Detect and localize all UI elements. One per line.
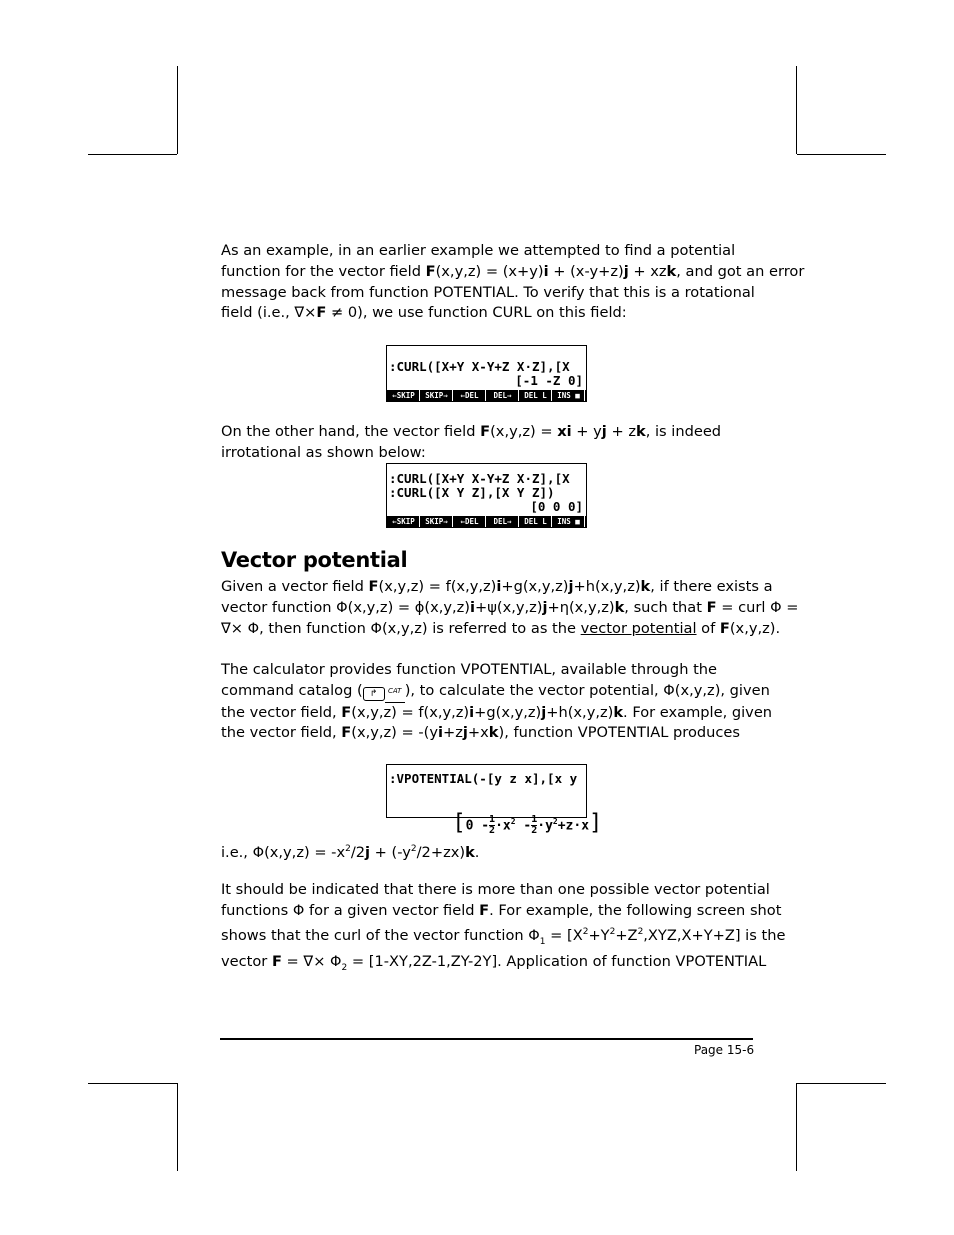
crop-mark: [88, 1083, 177, 1084]
crop-mark: [177, 66, 178, 154]
softkey-menu: [387, 390, 586, 401]
right-shift-key-icon: ↱: [363, 687, 385, 701]
crop-mark: [797, 154, 886, 155]
softkey: INS ■: [553, 516, 585, 527]
cat-key-label: CAT: [385, 681, 405, 703]
screen-result: [0 - $\frac{1}{2}\cdot x^2$ - $\frac{1}{2}\cdot y^2+z\cdot x$]: [452, 810, 603, 837]
softkey: ⇐SKIP: [388, 390, 420, 401]
softkey: SKIP⇒: [421, 390, 453, 401]
calculator-screenshot-vpotential: [386, 764, 603, 837]
softkey: SKIP⇒: [421, 516, 453, 527]
vector-potential-paragraph: Given a vector field F(x,y,z) = f(x,y,z)i+g(x,y,z)j+h(x,y,z)k, if there exists a vector function Φ(x,y,z) = ϕ(x,y,z)i+ψ(x,y,z)j+η(x,y,z)k, such that F = curl Φ = ∇× Φ, then function Φ(x,y,z) is referred to as the vector potential of F(x,y,z).: [221, 578, 799, 637]
crop-mark: [88, 154, 177, 155]
crop-mark: [796, 1083, 797, 1171]
multiple-potentials-paragraph: It should be indicated that there is more than one possible vector potential functions Φ for a given vector field F. For example, the following screen shot shows that the curl of the vector function $\Phi_1 = [X^2+Y^2+Z^2,XYZ,X+Y+Z]$ is the vector F = ∇× $\Phi_2 = [1-XY,2Z-1,ZY-2Y]$. Application of function VPOTENTIAL: [221, 881, 786, 974]
vector-potential-term: vector potential: [580, 619, 697, 637]
page-number: Page 15-6: [694, 1043, 755, 1057]
screen-line: :CURL([X+Y X-Y+Z X·Z],[X: [389, 471, 578, 486]
screen-result: [0 0 0]: [530, 499, 583, 514]
softkey: ⇐DEL: [454, 390, 486, 401]
softkey-menu: [387, 516, 586, 527]
screen-line: :CURL([X Y Z],[X Y Z]): [389, 485, 555, 500]
calculator-screenshot-curl-zero: [386, 463, 587, 528]
crop-mark: [796, 66, 797, 154]
crop-mark: [177, 1083, 178, 1171]
screen-line: :VPOTENTIAL(-[y z x],[x y: [389, 771, 578, 786]
footer-rule: [220, 1038, 753, 1040]
softkey: INS ■: [553, 390, 585, 401]
softkey: ⇐SKIP: [388, 516, 420, 527]
section-heading: Vector potential: [221, 548, 408, 572]
calculator-screenshot-curl: [386, 345, 587, 402]
calculator-paragraph: The calculator provides function VPOTENTIAL, available through the command catalog ( ↱ CAT ), to calculate the vector potential, Φ(x,y,z), given the vector field, F(x,y,z) = f(x,y,z)i+g(x,y,z)j+h(x,y,z)k. For example, given the vector field, F(x,y,z) = -(yi+zj+xk), function VPOTENTIAL produces: [221, 661, 773, 742]
softkey: ⇐DEL: [454, 516, 486, 527]
softkey: DEL⇒: [487, 390, 519, 401]
crop-mark: [797, 1083, 886, 1084]
softkey: DEL⇒: [487, 516, 519, 527]
softkey: DEL L: [520, 516, 552, 527]
screen-result: [-1 -Z 0]: [515, 373, 583, 388]
result-line: i.e., $\Phi(x,y,z) = -x^2/2j + (-y^2/2+zx)k$.: [221, 843, 480, 861]
intro-paragraph: As an example, in an earlier example we attempted to find a potential function for the vector field F(x,y,z) = (x+y)i + (x-y+z)j + xzk, and got an error message back from function POTENTIAL. To verify that this is a rotational field (i.e., ∇×F ≠ 0), we use function CURL on this field:: [221, 242, 805, 322]
screen-line: :CURL([X+Y X-Y+Z X·Z],[X: [389, 359, 578, 374]
softkey: DEL L: [520, 390, 552, 401]
irrotational-paragraph: On the other hand, the vector field F(x,y,z) = xi + yj + zk, is indeed irrotational as shown below:: [221, 423, 722, 461]
